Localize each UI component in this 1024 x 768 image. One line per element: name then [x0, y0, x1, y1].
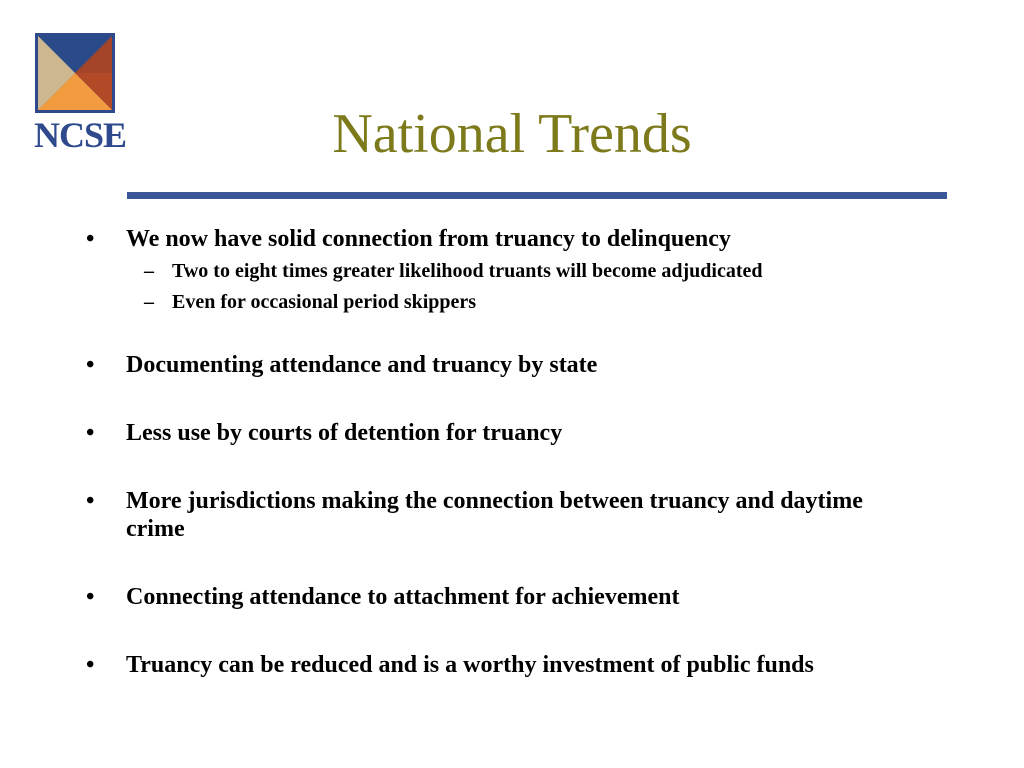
logo-wordmark: NCSE: [34, 115, 127, 155]
sub-bullet-item: Even for occasional period skippers: [172, 291, 477, 313]
bullet-item: Documenting attendance and truancy by state: [126, 352, 598, 378]
title-divider: [127, 192, 947, 199]
bullet-marker: •: [86, 652, 95, 678]
sub-bullet-item: Two to eight times greater likelihood truants will become adjudicated: [172, 260, 763, 282]
bullet-item: Less use by courts of detention for truancy: [126, 420, 563, 446]
bullet-item: We now have solid connection from truancy to delinquency: [126, 226, 731, 252]
bullet-item: Connecting attendance to attachment for achievement: [126, 584, 680, 610]
bullet-marker: •: [86, 420, 95, 446]
bullet-item: Truancy can be reduced and is a worthy investment of public funds: [126, 652, 814, 678]
bullet-marker: •: [86, 352, 95, 378]
slide-title: National Trends: [332, 103, 692, 165]
bullet-marker: •: [86, 488, 95, 514]
sub-bullet-marker: –: [144, 291, 154, 313]
bullet-marker: •: [86, 226, 95, 252]
bullet-marker: •: [86, 584, 95, 610]
sub-bullet-marker: –: [144, 260, 154, 282]
bullet-item: More jurisdictions making the connection between truancy and daytime crime: [126, 488, 863, 542]
